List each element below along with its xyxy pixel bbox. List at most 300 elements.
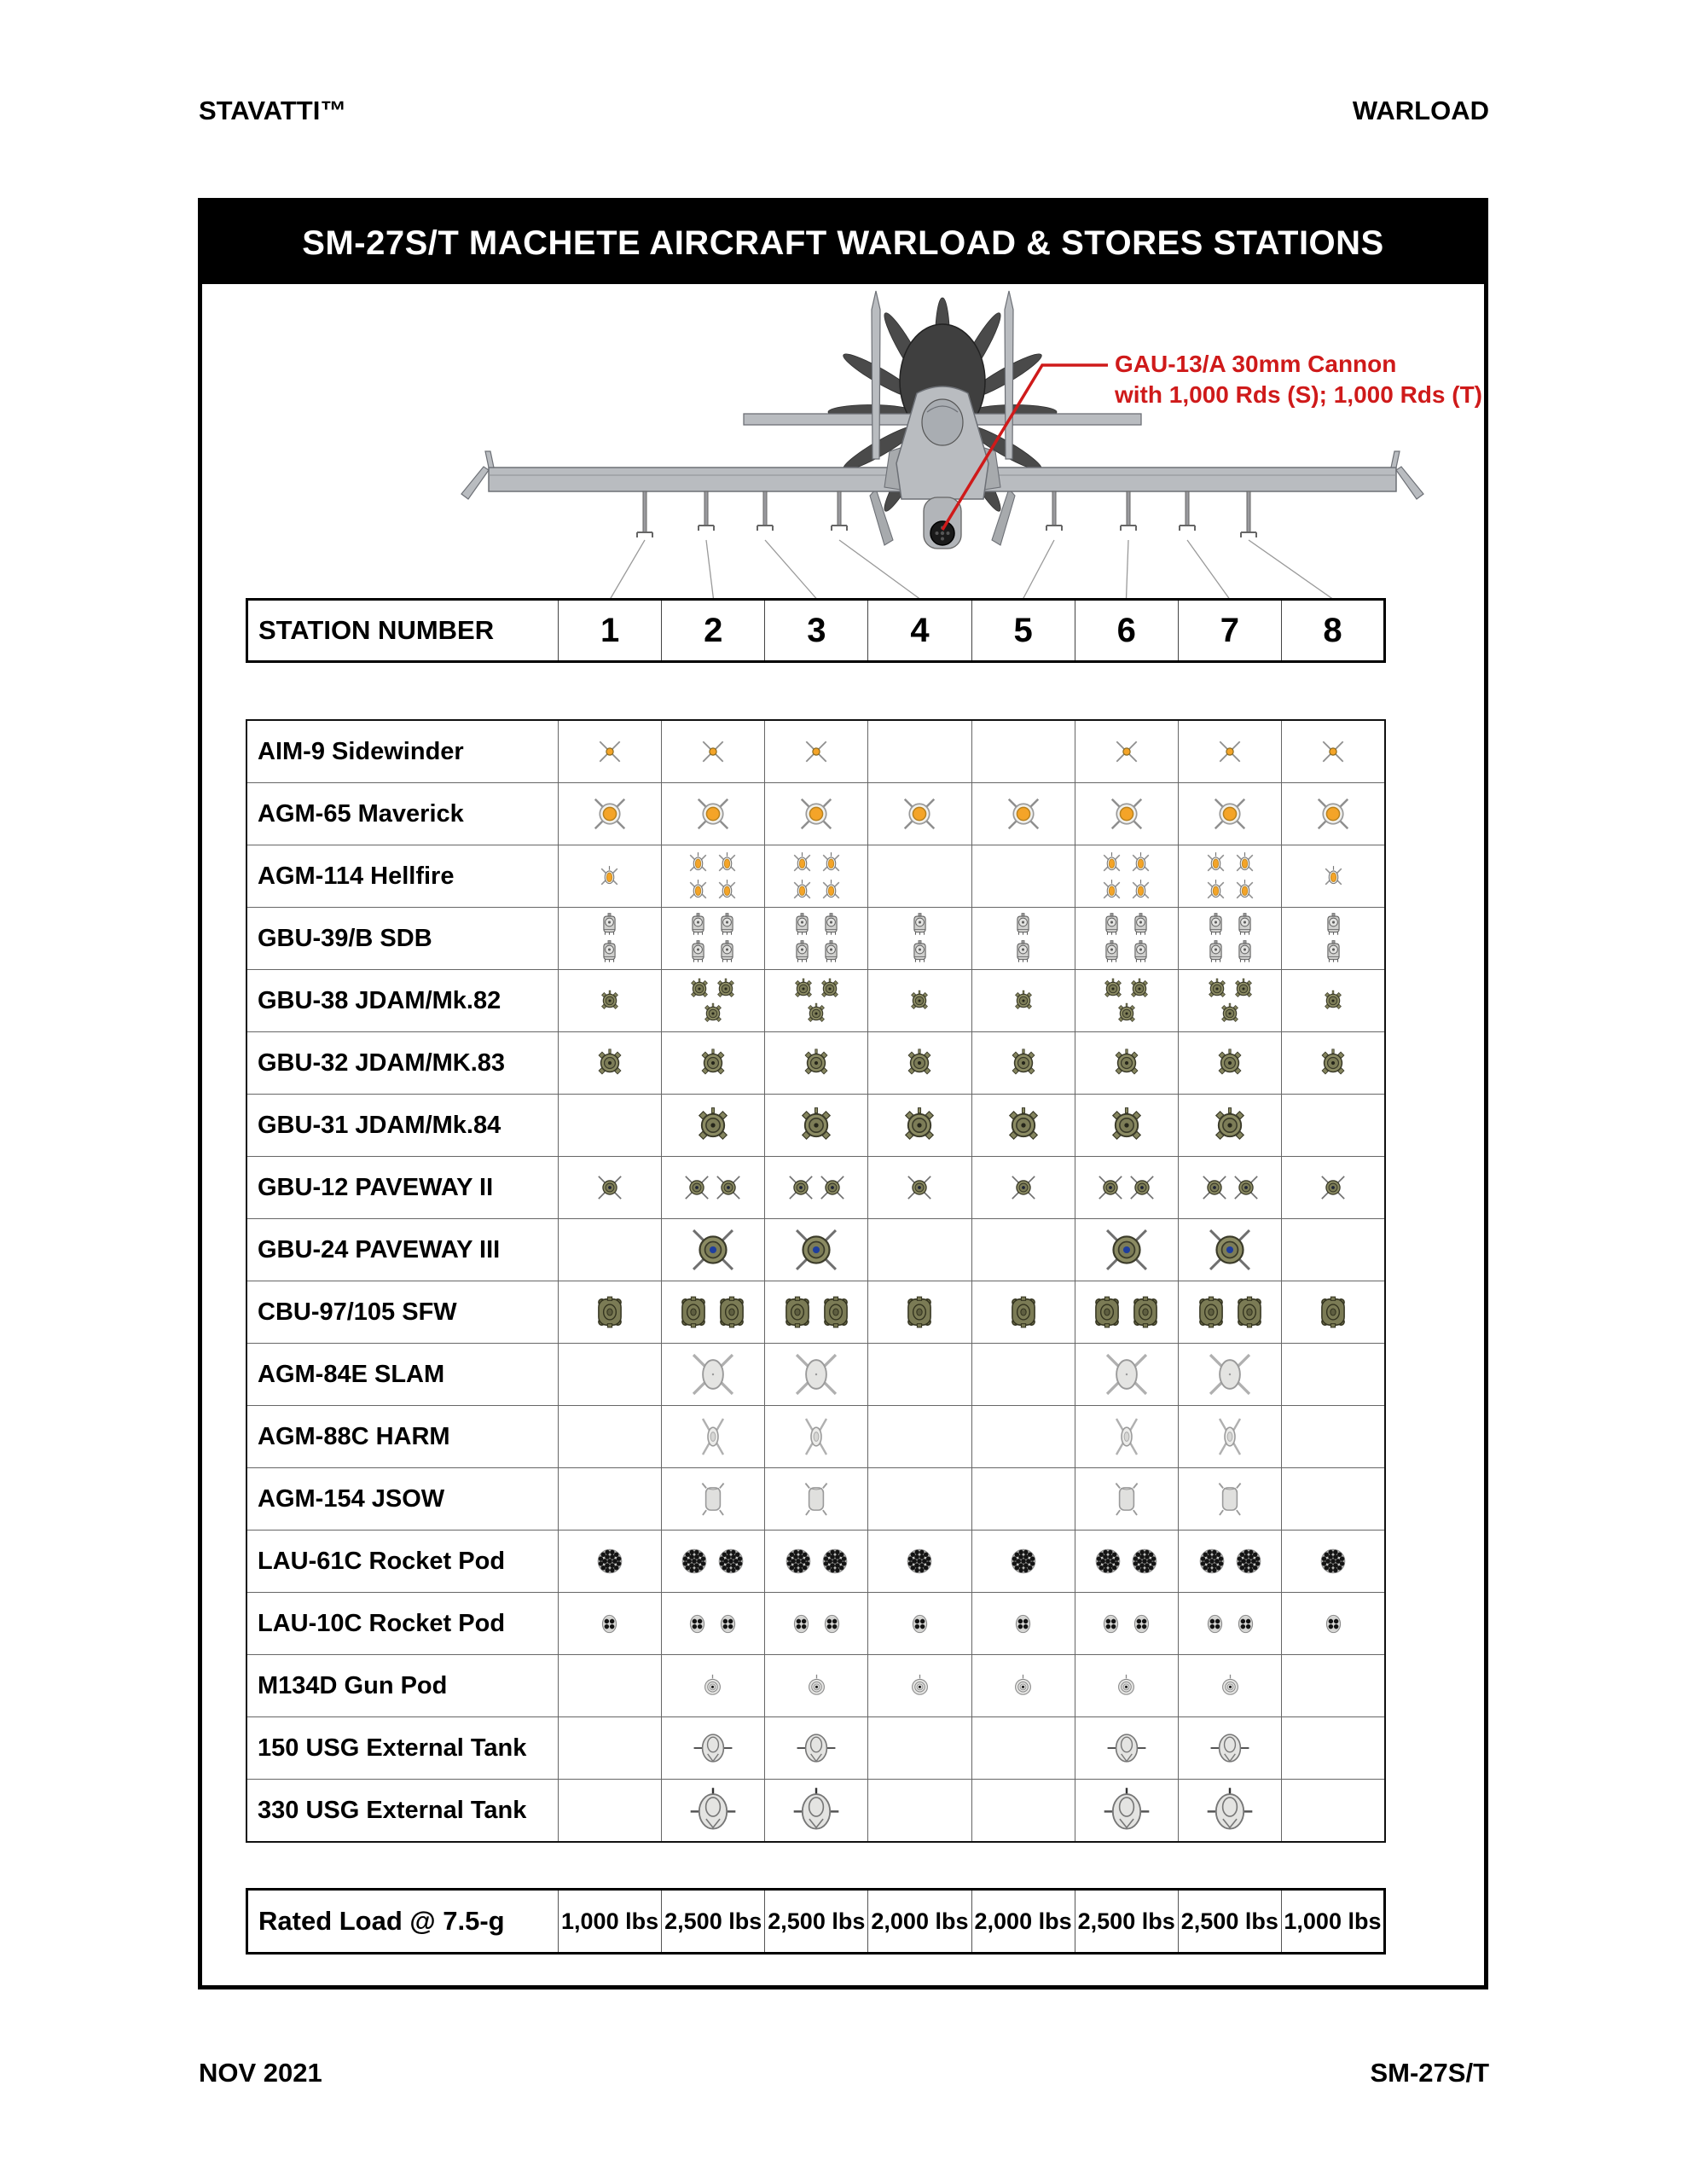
cbu97-sfw-icon: [1089, 1294, 1125, 1330]
station-cell: [1075, 1780, 1178, 1843]
gbu39-sdb-icon: [907, 912, 933, 938]
winglet-right: [1396, 467, 1423, 499]
table-row: [246, 908, 1385, 970]
table-row: [246, 1780, 1385, 1843]
tail-fin-left: [872, 291, 880, 459]
agm154-jsow-icon: [798, 1481, 834, 1517]
gbu12-paveway2-icon: [818, 1173, 847, 1202]
agm154-jsow-icon: [1109, 1481, 1145, 1517]
rated-load-value: 1,000 lbs: [559, 1890, 662, 1954]
station-cell: [971, 1655, 1075, 1717]
station-cell: [558, 908, 661, 970]
lau61c-rocket-pod-icon: [781, 1544, 815, 1578]
tip-fin-right: [1391, 451, 1400, 468]
station-cell: [1282, 1344, 1385, 1406]
station-cell: [1075, 845, 1178, 908]
station-cell: [1075, 1219, 1178, 1281]
rated-load-value: 2,000 lbs: [971, 1890, 1075, 1954]
agm114-hellfire-icon: [789, 877, 815, 903]
gbu24-paveway3-icon: [690, 1227, 736, 1273]
station-cell: [1282, 970, 1385, 1032]
station-number: 5: [971, 600, 1075, 662]
station-cell: [1282, 1219, 1385, 1281]
agm88c-harm-icon: [796, 1416, 837, 1457]
station-cell: [1075, 1032, 1178, 1095]
weapon-label: GBU-12 PAVEWAY II: [246, 1157, 558, 1219]
station-cell: [1282, 1406, 1385, 1468]
station-cell: [868, 1157, 971, 1219]
agm114-hellfire-icon: [1099, 877, 1125, 903]
gbu39-sdb-icon: [789, 939, 815, 966]
station-cell: [661, 1157, 764, 1219]
gbu39-sdb-icon: [1203, 912, 1229, 938]
station-cell: [765, 908, 868, 970]
gbu39-sdb-icon: [596, 939, 623, 966]
m134d-gun-pod-icon: [1009, 1672, 1037, 1700]
gbu32-jdam-icon: [697, 1047, 729, 1079]
table-row: [246, 845, 1385, 908]
lau61c-rocket-pod-icon: [1006, 1544, 1041, 1578]
gbu38-jdam-icon: [1321, 989, 1345, 1013]
station-cell: [558, 845, 661, 908]
cbu97-sfw-icon: [592, 1294, 628, 1330]
station-cell: [1179, 1032, 1282, 1095]
gbu38-jdam-icon: [1115, 1002, 1139, 1025]
station-cell: [868, 1468, 971, 1531]
lau10c-rocket-pod-icon: [595, 1610, 623, 1638]
panel-title-text: SM-27S/T MACHETE AIRCRAFT WARLOAD & STORES STATIONS: [302, 224, 1384, 262]
cbu97-sfw-icon: [714, 1294, 750, 1330]
agm114-hellfire-icon: [596, 863, 623, 890]
gbu39-sdb-icon: [1232, 939, 1258, 966]
station-number: 7: [1178, 600, 1281, 662]
agm65-maverick-icon: [900, 794, 939, 834]
station-cell: [1179, 783, 1282, 845]
station-cell: [1075, 1593, 1178, 1655]
gbu39-sdb-icon: [1203, 939, 1229, 966]
station-cell: [661, 1655, 764, 1717]
agm154-jsow-icon: [1212, 1481, 1248, 1517]
gbu39-sdb-icon: [1320, 912, 1347, 938]
station-cell: [971, 783, 1075, 845]
station-cell: [1282, 1717, 1385, 1780]
station-cell: [558, 1406, 661, 1468]
station-cell: [1075, 1406, 1178, 1468]
weapon-label: AGM-84E SLAM: [246, 1344, 558, 1406]
weapon-label: AGM-154 JSOW: [246, 1468, 558, 1531]
aim9-sidewinder-icon: [594, 736, 625, 767]
station-cell: [868, 970, 971, 1032]
cbu97-sfw-icon: [1128, 1294, 1163, 1330]
agm114-hellfire-icon: [714, 877, 740, 903]
station-cell: [1282, 1095, 1385, 1157]
agm114-hellfire-icon: [714, 850, 740, 876]
gbu12-paveway2-icon: [714, 1173, 743, 1202]
station-cell: [765, 1344, 868, 1406]
station-number: 2: [662, 600, 765, 662]
gbu31-jdam-icon: [1209, 1105, 1250, 1146]
station-cell: [868, 1095, 971, 1157]
station-cell: [1179, 1717, 1282, 1780]
weapon-label: GBU-24 PAVEWAY III: [246, 1219, 558, 1281]
station-cell: [765, 1717, 868, 1780]
weapon-label: GBU-32 JDAM/MK.83: [246, 1032, 558, 1095]
station-cell: [868, 1780, 971, 1843]
table-row: [246, 970, 1385, 1032]
station-cell: [971, 1032, 1075, 1095]
station-cell: [971, 1468, 1075, 1531]
station-cell: [661, 1095, 764, 1157]
m134d-gun-pod-icon: [803, 1672, 831, 1700]
station-cell: [661, 1344, 764, 1406]
agm154-jsow-icon: [695, 1481, 731, 1517]
station-cell: [868, 908, 971, 970]
station-cell: [1179, 970, 1282, 1032]
station-cell: [661, 1281, 764, 1344]
gbu39-sdb-icon: [1128, 912, 1154, 938]
gbu12-paveway2-icon: [1096, 1173, 1125, 1202]
station-cell: [1282, 908, 1385, 970]
gbu38-jdam-icon: [1128, 977, 1151, 1001]
station-cell: [868, 1406, 971, 1468]
agm84e-slam-icon: [793, 1351, 839, 1397]
station-cell: [558, 1344, 661, 1406]
station-cell: [1179, 1281, 1282, 1344]
station-cell: [765, 1095, 868, 1157]
table-row: [246, 720, 1385, 783]
station-cell: [765, 845, 868, 908]
station-cell: [1179, 1219, 1282, 1281]
station-cell: [765, 1593, 868, 1655]
table-row: [246, 1406, 1385, 1468]
station-cell: [1282, 1032, 1385, 1095]
gbu38-jdam-icon: [714, 977, 738, 1001]
gbu39-sdb-icon: [685, 939, 711, 966]
station-cell: [765, 1531, 868, 1593]
aim9-sidewinder-icon: [801, 736, 832, 767]
weapon-label: AGM-88C HARM: [246, 1406, 558, 1468]
cbu97-sfw-icon: [780, 1294, 815, 1330]
station-cell: [661, 1406, 764, 1468]
gbu12-paveway2-icon: [682, 1173, 711, 1202]
cbu97-sfw-icon: [1193, 1294, 1229, 1330]
station-cell: [1282, 1655, 1385, 1717]
cbu97-sfw-icon: [818, 1294, 854, 1330]
gbu39-sdb-icon: [685, 912, 711, 938]
rated-load-table: [246, 1888, 1386, 1955]
gbu24-paveway3-icon: [793, 1227, 839, 1273]
weapons-table-body: [246, 720, 1385, 1842]
weapon-label: AGM-114 Hellfire: [246, 845, 558, 908]
station-cell: [661, 908, 764, 970]
footer-model: SM-27S/T: [1370, 2058, 1489, 2088]
winglet-left: [461, 467, 489, 499]
station-cell: [558, 1032, 661, 1095]
lau61c-rocket-pod-icon: [593, 1544, 627, 1578]
gbu12-paveway2-icon: [1200, 1173, 1229, 1202]
weapon-label: M134D Gun Pod: [246, 1655, 558, 1717]
gbu31-jdam-icon: [1106, 1105, 1147, 1146]
station-cell: [1179, 1095, 1282, 1157]
rated-load-value: 1,000 lbs: [1281, 1890, 1384, 1954]
gbu38-jdam-icon: [1205, 977, 1229, 1001]
agm65-maverick-icon: [797, 794, 836, 834]
station-cell: [765, 1219, 868, 1281]
gbu38-jdam-icon: [804, 1002, 828, 1025]
station-cell: [971, 908, 1075, 970]
station-cell: [1075, 1281, 1178, 1344]
station-cell: [661, 1531, 764, 1593]
station-cell: [661, 1468, 764, 1531]
station-cell: [558, 1593, 661, 1655]
gbu24-paveway3-icon: [1207, 1227, 1253, 1273]
station-cell: [1179, 1531, 1282, 1593]
panel-title: [202, 202, 1484, 284]
lau10c-rocket-pod-icon: [1097, 1610, 1125, 1638]
aim9-sidewinder-icon: [1215, 736, 1245, 767]
station-leader-lines: [611, 540, 1333, 599]
station-cell: [971, 720, 1075, 783]
agm65-maverick-icon: [1004, 794, 1043, 834]
m134d-gun-pod-icon: [699, 1672, 727, 1700]
lau61c-rocket-pod-icon: [902, 1544, 936, 1578]
aircraft-front-view-diagram: [202, 284, 1493, 600]
station-number-label: STATION NUMBER: [258, 615, 495, 645]
station-cell: [1179, 1593, 1282, 1655]
gbu39-sdb-icon: [789, 912, 815, 938]
agm65-maverick-icon: [693, 794, 733, 834]
station-cell: [868, 1281, 971, 1344]
weapon-label: CBU-97/105 SFW: [246, 1281, 558, 1344]
station-number: 8: [1281, 600, 1384, 662]
gbu12-paveway2-icon: [1319, 1173, 1348, 1202]
gbu39-sdb-icon: [1128, 939, 1154, 966]
weapons-stores-table: [246, 719, 1386, 1843]
station-cell: [558, 1531, 661, 1593]
station-cell: [558, 1780, 661, 1843]
weapon-label: GBU-31 JDAM/Mk.84: [246, 1095, 558, 1157]
station-cell: [1282, 720, 1385, 783]
gbu12-paveway2-icon: [786, 1173, 815, 1202]
station-cell: [868, 1344, 971, 1406]
station-cell: [971, 1717, 1075, 1780]
gbu32-jdam-icon: [594, 1047, 626, 1079]
m134d-gun-pod-icon: [906, 1672, 934, 1700]
station-cell: [1282, 1281, 1385, 1344]
agm114-hellfire-icon: [685, 850, 711, 876]
station-cell: [661, 1593, 764, 1655]
station-cell: [661, 1717, 764, 1780]
gbu24-paveway3-icon: [1104, 1227, 1150, 1273]
rated-load-label: Rated Load @ 7.5-g: [258, 1906, 505, 1936]
station-number-row: [247, 600, 1385, 662]
station-cell: [1282, 1468, 1385, 1531]
external-tank-150-icon: [1210, 1728, 1249, 1768]
station-cell: [765, 720, 868, 783]
cbu97-sfw-icon: [1006, 1294, 1041, 1330]
station-cell: [868, 1593, 971, 1655]
station-cell: [1075, 1531, 1178, 1593]
station-cell: [971, 1406, 1075, 1468]
weapon-label: LAU-10C Rocket Pod: [246, 1593, 558, 1655]
m134d-gun-pod-icon: [1216, 1672, 1244, 1700]
station-cell: [971, 1780, 1075, 1843]
rated-load-row: [247, 1890, 1385, 1954]
station-cell: [868, 720, 971, 783]
warload-panel: [198, 198, 1488, 1989]
weapon-label: AIM-9 Sidewinder: [246, 720, 558, 783]
gbu31-jdam-icon: [796, 1105, 837, 1146]
weapon-label: 330 USG External Tank: [246, 1780, 558, 1843]
aim9-sidewinder-icon: [698, 736, 728, 767]
station-cell: [765, 1655, 868, 1717]
gbu39-sdb-icon: [1010, 912, 1036, 938]
header-section: WARLOAD: [1352, 96, 1489, 125]
gbu32-jdam-icon: [903, 1047, 936, 1079]
weapon-label: 150 USG External Tank: [246, 1717, 558, 1780]
gbu38-jdam-icon: [791, 977, 815, 1001]
gbu12-paveway2-icon: [1009, 1173, 1038, 1202]
station-cell: [558, 1095, 661, 1157]
lau10c-rocket-pod-icon: [818, 1610, 846, 1638]
table-row: [246, 1717, 1385, 1780]
gbu12-paveway2-icon: [1232, 1173, 1261, 1202]
station-cell: [1179, 720, 1282, 783]
tip-fin-left: [485, 451, 494, 468]
station-cell: [971, 845, 1075, 908]
cbu97-sfw-icon: [1315, 1294, 1351, 1330]
station-cell: [558, 783, 661, 845]
station-cell: [661, 970, 764, 1032]
station-cell: [1179, 1406, 1282, 1468]
gbu38-jdam-icon: [701, 1002, 725, 1025]
external-tank-330-icon: [690, 1787, 736, 1833]
rated-load-value: 2,500 lbs: [765, 1890, 868, 1954]
station-cell: [765, 1406, 868, 1468]
station-cell: [558, 970, 661, 1032]
lau61c-rocket-pod-icon: [1195, 1544, 1229, 1578]
gbu39-sdb-icon: [714, 939, 740, 966]
gbu32-jdam-icon: [800, 1047, 832, 1079]
station-cell: [971, 1281, 1075, 1344]
station-cell: [1179, 1157, 1282, 1219]
station-cell: [558, 1468, 661, 1531]
gbu38-jdam-icon: [818, 977, 842, 1001]
m134d-gun-pod-icon: [1112, 1672, 1140, 1700]
weapon-label: GBU-39/B SDB: [246, 908, 558, 970]
station-cell: [868, 1032, 971, 1095]
gbu32-jdam-icon: [1214, 1047, 1246, 1079]
lau10c-rocket-pod-icon: [1232, 1610, 1260, 1638]
station-cell: [868, 1717, 971, 1780]
external-tank-330-icon: [1207, 1787, 1253, 1833]
table-row: [246, 1157, 1385, 1219]
lau61c-rocket-pod-icon: [1128, 1544, 1162, 1578]
station-cell: [1282, 1531, 1385, 1593]
gbu32-jdam-icon: [1110, 1047, 1143, 1079]
cbu97-sfw-icon: [901, 1294, 937, 1330]
external-tank-150-icon: [693, 1728, 733, 1768]
weapon-label: AGM-65 Maverick: [246, 783, 558, 845]
gbu39-sdb-icon: [1099, 939, 1125, 966]
station-cell: [1075, 1157, 1178, 1219]
agm114-hellfire-icon: [818, 877, 844, 903]
gbu12-paveway2-icon: [1128, 1173, 1157, 1202]
station-cell: [765, 1780, 868, 1843]
station-cell: [1075, 908, 1178, 970]
station-cell: [1282, 1593, 1385, 1655]
lau61c-rocket-pod-icon: [677, 1544, 711, 1578]
station-cell: [1179, 1780, 1282, 1843]
gbu39-sdb-icon: [714, 912, 740, 938]
station-cell: [1179, 1344, 1282, 1406]
station-number: 3: [765, 600, 868, 662]
station-cell: [971, 1095, 1075, 1157]
station-cell: [1179, 1468, 1282, 1531]
station-cell: [1075, 1655, 1178, 1717]
agm114-hellfire-icon: [1232, 877, 1258, 903]
rated-load-value: 2,500 lbs: [1075, 1890, 1178, 1954]
external-tank-330-icon: [1104, 1787, 1150, 1833]
gbu39-sdb-icon: [596, 912, 623, 938]
lau61c-rocket-pod-icon: [1232, 1544, 1266, 1578]
station-cell: [558, 720, 661, 783]
station-cell: [558, 1655, 661, 1717]
agm114-hellfire-icon: [1128, 877, 1154, 903]
station-cell: [558, 1717, 661, 1780]
gbu38-jdam-icon: [1012, 989, 1035, 1013]
station-cell: [661, 1780, 764, 1843]
station-cell: [1282, 783, 1385, 845]
lau10c-rocket-pod-icon: [1319, 1610, 1348, 1638]
station-cell: [971, 970, 1075, 1032]
agm65-maverick-icon: [590, 794, 629, 834]
agm114-hellfire-icon: [1203, 850, 1229, 876]
station-cell: [661, 1032, 764, 1095]
agm114-hellfire-icon: [1232, 850, 1258, 876]
agm114-hellfire-icon: [685, 877, 711, 903]
agm114-hellfire-icon: [1128, 850, 1154, 876]
station-cell: [1282, 1157, 1385, 1219]
table-row: [246, 1468, 1385, 1531]
gbu12-paveway2-icon: [905, 1173, 934, 1202]
weapon-label: LAU-61C Rocket Pod: [246, 1531, 558, 1593]
agm114-hellfire-icon: [818, 850, 844, 876]
station-cell: [868, 1655, 971, 1717]
station-cell: [1075, 970, 1178, 1032]
gbu38-jdam-icon: [598, 989, 622, 1013]
station-cell: [868, 1531, 971, 1593]
station-cell: [1075, 1095, 1178, 1157]
gbu39-sdb-icon: [818, 939, 844, 966]
station-number: 1: [559, 600, 662, 662]
lau10c-rocket-pod-icon: [1128, 1610, 1156, 1638]
station-cell: [1075, 1468, 1178, 1531]
external-tank-330-icon: [793, 1787, 839, 1833]
page-footer: [199, 2058, 1489, 2088]
station-cell: [558, 1219, 661, 1281]
agm114-hellfire-icon: [1099, 850, 1125, 876]
table-row: [246, 1095, 1385, 1157]
lau10c-rocket-pod-icon: [683, 1610, 711, 1638]
lau10c-rocket-pod-icon: [1009, 1610, 1037, 1638]
rated-load-value: 2,500 lbs: [1178, 1890, 1281, 1954]
station-number-table: [246, 598, 1386, 663]
station-cell: [765, 1157, 868, 1219]
station-cell: [868, 1219, 971, 1281]
rated-load-value: 2,500 lbs: [662, 1890, 765, 1954]
agm88c-harm-icon: [1106, 1416, 1147, 1457]
